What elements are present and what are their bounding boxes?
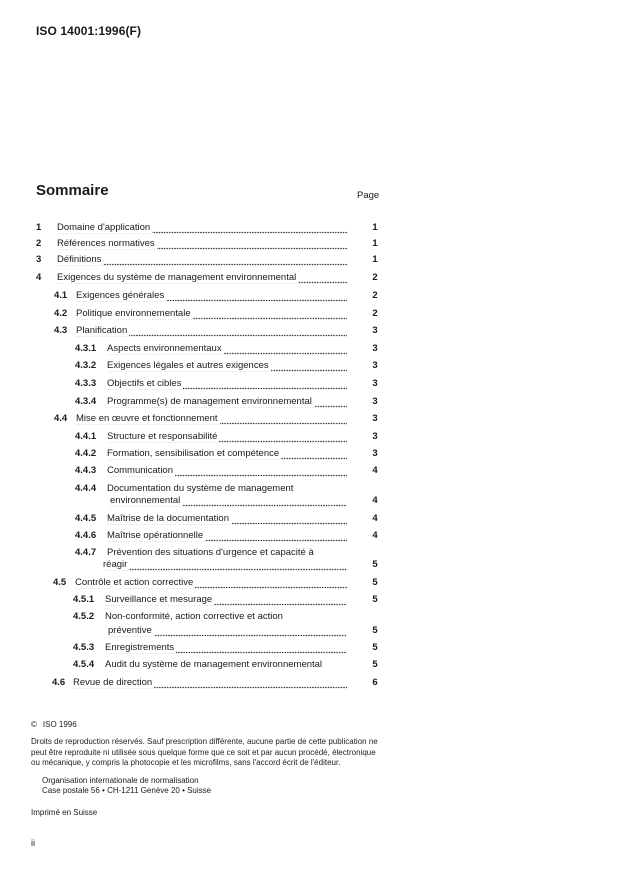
toc-entry-4-3[interactable] [0, 324, 626, 338]
toc-entry-4-4-2[interactable] [0, 447, 626, 461]
page-number: ii [31, 838, 35, 848]
toc-entry-page: 5 [372, 625, 378, 636]
toc-entry-title: préventive [108, 624, 347, 638]
toc-entry-4-4-6[interactable] [0, 529, 626, 543]
toc-entry-page: 4 [372, 495, 378, 506]
toc-entry-4-5-1[interactable] [0, 593, 626, 607]
toc-entry-page: 3 [372, 413, 378, 424]
toc-entry-title-line1: Documentation du système de management [107, 483, 294, 494]
toc-entry-page: 5 [372, 642, 378, 653]
toc-entry-4-1[interactable] [0, 289, 626, 303]
toc-entry-number: 4.4.2 [75, 448, 97, 459]
toc-entry-title: Programme(s) de management environnemental [107, 395, 347, 409]
toc-entry-4-3-3[interactable] [0, 377, 626, 391]
toc-entry-title: Exigences du système de management environnemental [57, 271, 347, 285]
toc-entry-number: 4.2 [54, 308, 68, 319]
toc-entry-title: Définitions [57, 253, 347, 267]
toc-entry-title: Enregistrements [105, 641, 347, 655]
toc-entry-number: 4.4.1 [75, 431, 97, 442]
toc-entry-page: 5 [372, 659, 378, 670]
toc-entry-page: 5 [372, 559, 378, 570]
toc-entry-number: 4.3.4 [75, 396, 97, 407]
toc-entry-4-4-5[interactable] [0, 512, 626, 526]
toc-entry-number: 4.1 [54, 290, 68, 301]
toc-entry-number: 4.4.6 [75, 530, 97, 541]
toc-entry-number: 3 [36, 254, 42, 265]
toc-entry-title: Audit du système de management environnemental [105, 659, 323, 670]
toc-entry-page: 1 [372, 222, 378, 233]
toc-entry-title-line1: Prévention des situations d'urgence et capacité à [107, 547, 314, 558]
toc-entry-1[interactable] [0, 221, 626, 235]
toc-entry-4-3-2[interactable] [0, 359, 626, 373]
toc-entry-4[interactable] [0, 271, 626, 285]
toc-entry-page: 2 [372, 290, 378, 301]
toc-entry-number: 1 [36, 222, 42, 233]
printed-in: Imprimé en Suisse [31, 808, 98, 817]
toc-entry-page: 2 [372, 272, 378, 283]
toc-entry-page: 3 [372, 360, 378, 371]
toc-entry-number: 4.6 [52, 677, 66, 688]
toc-entry-page: 5 [372, 594, 378, 605]
toc-entry-number: 2 [36, 238, 42, 249]
toc-title: Sommaire [36, 182, 109, 199]
toc-entry-title: Mise en œuvre et fonctionnement [76, 412, 347, 426]
toc-entry-page: 4 [372, 465, 378, 476]
toc-entry-title: Références normatives [57, 237, 347, 251]
toc-entry-4-4-7[interactable] [0, 546, 626, 578]
toc-entry-title: Surveillance et mesurage [105, 593, 347, 607]
toc-page-column-label: Page [357, 190, 380, 201]
toc-entry-number: 4.5.1 [73, 594, 95, 605]
toc-entry-page: 3 [372, 396, 378, 407]
toc-entry-4-3-1[interactable] [0, 342, 626, 356]
toc-entry-number: 4.5.3 [73, 642, 95, 653]
organisation-name: Organisation internationale de normalisation [42, 776, 199, 785]
toc-entry-page: 6 [372, 677, 378, 688]
toc-entry-page: 4 [372, 513, 378, 524]
toc-entry-4-5[interactable] [0, 576, 626, 590]
toc-entry-title: Revue de direction [73, 676, 347, 690]
toc-entry-number: 4.4.7 [75, 547, 97, 558]
toc-entry-title: Structure et responsabilité [107, 430, 347, 444]
toc-entry-4-4-4[interactable] [0, 482, 626, 514]
toc-entry-number: 4.4.5 [75, 513, 97, 524]
toc-entry-4-2[interactable] [0, 307, 626, 321]
toc-entry-number: 4 [36, 272, 42, 283]
toc-entry-title: Planification [76, 324, 347, 338]
toc-entry-number: 4.5.4 [73, 659, 95, 670]
publisher-info [42, 776, 211, 796]
toc-entry-title: Domaine d'application [57, 221, 347, 235]
toc-entry-4-4-1[interactable] [0, 430, 626, 444]
toc-entry-4-6[interactable] [0, 676, 626, 690]
toc-entry-page: 3 [372, 448, 378, 459]
toc-entry-title: Objectifs et cibles [107, 377, 347, 391]
toc-entry-4-5-2[interactable] [0, 610, 626, 642]
toc-entry-title: environnemental [110, 494, 347, 508]
toc-entry-page: 1 [372, 254, 378, 265]
toc-entry-4-5-3[interactable] [0, 641, 626, 655]
document-reference: ISO 14001:1996(F) [36, 24, 142, 38]
toc-entry-page: 3 [372, 343, 378, 354]
toc-entry-number: 4.3 [54, 325, 68, 336]
toc-entry-title: Communication [107, 464, 347, 478]
toc-entry-4-4[interactable] [0, 412, 626, 426]
toc-entry-number: 4.4 [54, 413, 68, 424]
toc-entry-page: 1 [372, 238, 378, 249]
toc-entry-2[interactable] [0, 237, 626, 251]
toc-entry-page: 4 [372, 530, 378, 541]
copyright-symbol: © [31, 720, 37, 729]
toc-entry-number: 4.5 [53, 577, 67, 588]
toc-entry-title: Exigences générales [76, 289, 347, 303]
toc-entry-number: 4.4.3 [75, 465, 97, 476]
toc-entry-page: 2 [372, 308, 378, 319]
toc-entry-title-line1: Non-conformité, action corrective et action [105, 611, 283, 622]
toc-entry-title: réagir [103, 558, 347, 572]
toc-entry-title: Exigences légales et autres exigences [107, 359, 347, 373]
toc-entry-page: 3 [372, 431, 378, 442]
toc-entry-number: 4.3.2 [75, 360, 97, 371]
toc-entry-page: 3 [372, 378, 378, 389]
toc-entry-number: 4.3.3 [75, 378, 97, 389]
toc-entry-page: 5 [372, 577, 378, 588]
toc-entry-title: Aspects environnementaux [107, 342, 347, 356]
reproduction-rights-text: Droits de reproduction réservés. Sauf prescription différente, aucune partie de cette publication ne peut être reproduite ni utilisée sous quelque forme que ce soit et par aucun procédé, électronique ou mécanique, y compris la photocopie et les microfilms, sans l'accord écrit de l'éditeur. [31, 737, 378, 767]
toc-entry-title: Maîtrise de la documentation [107, 512, 347, 526]
toc-entry-title: Contrôle et action corrective [75, 576, 347, 590]
toc-entry-number: 4.5.2 [73, 611, 95, 622]
toc-entry-number: 4.3.1 [75, 343, 97, 354]
toc-entry-4-4-3[interactable] [0, 464, 626, 478]
toc-entry-title: Maîtrise opérationnelle [107, 529, 347, 543]
toc-entry-4-5-4[interactable] [0, 658, 626, 672]
toc-entry-3[interactable] [0, 253, 626, 267]
toc-entry-title: Formation, sensibilisation et compétence [107, 447, 347, 461]
toc-entry-number: 4.4.4 [75, 483, 97, 494]
toc-entry-4-3-4[interactable] [0, 395, 626, 409]
toc-entry-title: Politique environnementale [76, 307, 347, 321]
toc-entry-page: 3 [372, 325, 378, 336]
organisation-address: Case postale 56 • CH-1211 Genève 20 • Suisse [42, 786, 212, 795]
copyright-notice [31, 720, 77, 731]
copyright-text: ISO 1996 [42, 720, 77, 729]
